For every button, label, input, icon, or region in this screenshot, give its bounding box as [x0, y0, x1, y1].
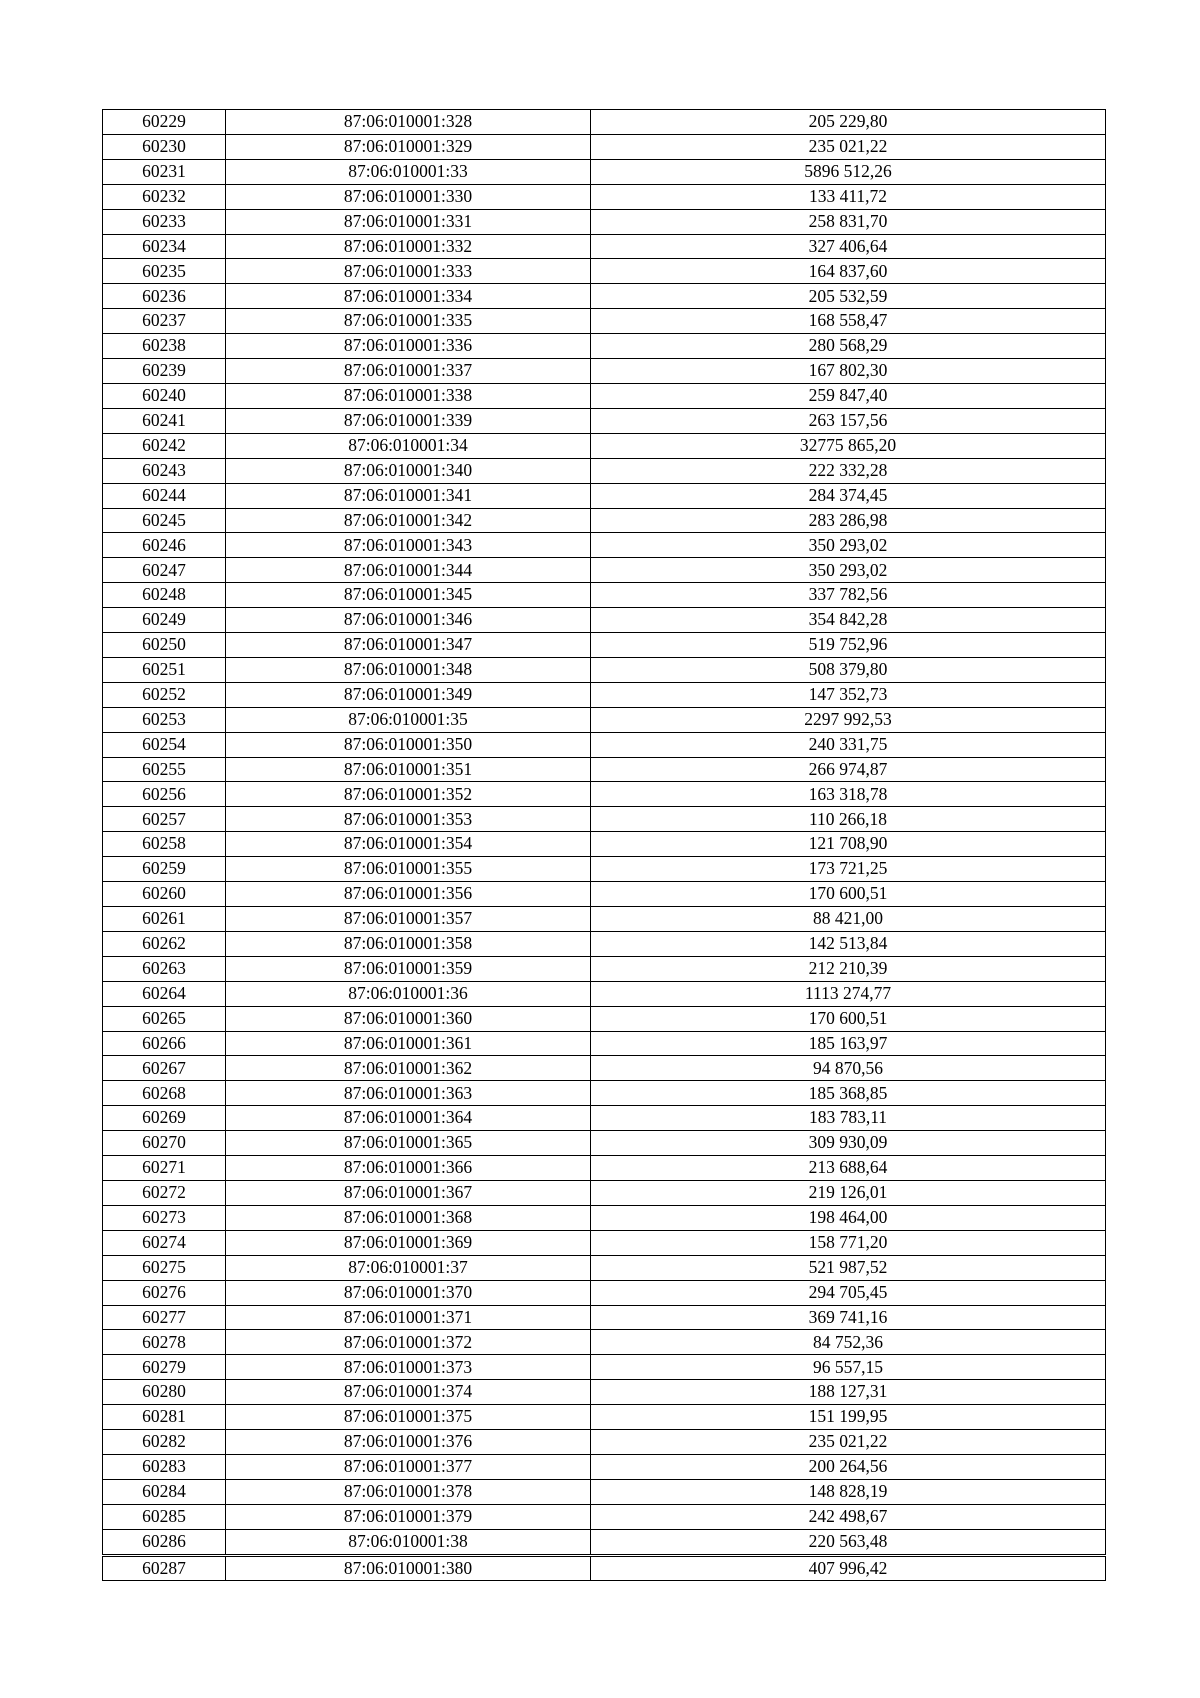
cadastral-value-cell: 235 021,22 — [591, 134, 1106, 159]
cadastral-value-cell: 173 721,25 — [591, 857, 1106, 882]
cadastral-number-cell: 87:06:010001:365 — [226, 1131, 591, 1156]
table-row — [103, 583, 1106, 608]
cadastral-number-cell: 87:06:010001:328 — [226, 110, 591, 135]
row-number-cell: 60236 — [103, 284, 226, 309]
cadastral-value-cell: 222 332,28 — [591, 458, 1106, 483]
table-row — [103, 1430, 1106, 1455]
row-number-cell: 60271 — [103, 1156, 226, 1181]
cadastral-value-cell: 213 688,64 — [591, 1156, 1106, 1181]
cadastral-value-cell: 205 532,59 — [591, 284, 1106, 309]
cadastral-number-cell: 87:06:010001:329 — [226, 134, 591, 159]
cadastral-value-cell: 212 210,39 — [591, 956, 1106, 981]
row-number-cell: 60275 — [103, 1255, 226, 1280]
cadastral-value-cell: 294 705,45 — [591, 1280, 1106, 1305]
table-row — [103, 1056, 1106, 1081]
cadastral-value-cell: 133 411,72 — [591, 184, 1106, 209]
table-row — [103, 234, 1106, 259]
row-number-cell: 60229 — [103, 110, 226, 135]
cadastral-number-cell: 87:06:010001:341 — [226, 483, 591, 508]
cadastral-number-cell: 87:06:010001:355 — [226, 857, 591, 882]
row-number-cell: 60238 — [103, 334, 226, 359]
cadastral-value-cell: 258 831,70 — [591, 209, 1106, 234]
table-row — [103, 1280, 1106, 1305]
cadastral-number-cell: 87:06:010001:373 — [226, 1355, 591, 1380]
row-number-cell: 60237 — [103, 309, 226, 334]
table-row — [103, 1454, 1106, 1479]
table-row — [103, 184, 1106, 209]
row-number-cell: 60249 — [103, 608, 226, 633]
table-row — [103, 558, 1106, 583]
cadastral-number-cell: 87:06:010001:338 — [226, 383, 591, 408]
cadastral-number-cell: 87:06:010001:35 — [226, 707, 591, 732]
cadastral-number-cell: 87:06:010001:372 — [226, 1330, 591, 1355]
cadastral-number-cell: 87:06:010001:350 — [226, 732, 591, 757]
cadastral-number-cell: 87:06:010001:344 — [226, 558, 591, 583]
cadastral-value-table — [102, 109, 1106, 1581]
row-number-cell: 60235 — [103, 259, 226, 284]
cadastral-value-cell: 219 126,01 — [591, 1180, 1106, 1205]
cadastral-value-cell: 164 837,60 — [591, 259, 1106, 284]
row-number-cell: 60251 — [103, 657, 226, 682]
table-row — [103, 1006, 1106, 1031]
cadastral-value-cell: 519 752,96 — [591, 633, 1106, 658]
cadastral-number-cell: 87:06:010001:352 — [226, 782, 591, 807]
row-number-cell: 60257 — [103, 807, 226, 832]
cadastral-number-cell: 87:06:010001:37 — [226, 1255, 591, 1280]
cadastral-value-cell: 183 783,11 — [591, 1106, 1106, 1131]
row-number-cell: 60254 — [103, 732, 226, 757]
row-number-cell: 60264 — [103, 981, 226, 1006]
table-row — [103, 1355, 1106, 1380]
cadastral-number-cell: 87:06:010001:345 — [226, 583, 591, 608]
table-row — [103, 359, 1106, 384]
table-row — [103, 408, 1106, 433]
cadastral-value-cell: 266 974,87 — [591, 757, 1106, 782]
cadastral-value-cell: 84 752,36 — [591, 1330, 1106, 1355]
table-row — [103, 981, 1106, 1006]
row-number-cell: 60278 — [103, 1330, 226, 1355]
cadastral-number-cell: 87:06:010001:377 — [226, 1454, 591, 1479]
cadastral-number-cell: 87:06:010001:340 — [226, 458, 591, 483]
row-number-cell: 60241 — [103, 408, 226, 433]
cadastral-value-cell: 170 600,51 — [591, 882, 1106, 907]
row-number-cell: 60261 — [103, 907, 226, 932]
table-row — [103, 1405, 1106, 1430]
cadastral-number-cell: 87:06:010001:380 — [226, 1555, 591, 1581]
cadastral-number-cell: 87:06:010001:366 — [226, 1156, 591, 1181]
cadastral-value-cell: 354 842,28 — [591, 608, 1106, 633]
row-number-cell: 60279 — [103, 1355, 226, 1380]
cadastral-value-cell: 284 374,45 — [591, 483, 1106, 508]
table-row — [103, 1156, 1106, 1181]
cadastral-value-cell: 185 163,97 — [591, 1031, 1106, 1056]
cadastral-number-cell: 87:06:010001:346 — [226, 608, 591, 633]
table-row — [103, 1230, 1106, 1255]
cadastral-value-cell: 350 293,02 — [591, 533, 1106, 558]
cadastral-number-cell: 87:06:010001:361 — [226, 1031, 591, 1056]
cadastral-value-cell: 5896 512,26 — [591, 159, 1106, 184]
cadastral-number-cell: 87:06:010001:333 — [226, 259, 591, 284]
table-row — [103, 1479, 1106, 1504]
table-row — [103, 1081, 1106, 1106]
cadastral-value-cell: 259 847,40 — [591, 383, 1106, 408]
row-number-cell: 60269 — [103, 1106, 226, 1131]
table-row — [103, 309, 1106, 334]
cadastral-value-cell: 205 229,80 — [591, 110, 1106, 135]
cadastral-number-cell: 87:06:010001:359 — [226, 956, 591, 981]
row-number-cell: 60232 — [103, 184, 226, 209]
cadastral-value-cell: 167 802,30 — [591, 359, 1106, 384]
row-number-cell: 60265 — [103, 1006, 226, 1031]
row-number-cell: 60234 — [103, 234, 226, 259]
table-row — [103, 483, 1106, 508]
cadastral-number-cell: 87:06:010001:351 — [226, 757, 591, 782]
row-number-cell: 60268 — [103, 1081, 226, 1106]
table-row — [103, 284, 1106, 309]
cadastral-value-cell: 32775 865,20 — [591, 433, 1106, 458]
cadastral-number-cell: 87:06:010001:379 — [226, 1504, 591, 1529]
cadastral-number-cell: 87:06:010001:369 — [226, 1230, 591, 1255]
table-row — [103, 882, 1106, 907]
cadastral-value-cell: 407 996,42 — [591, 1555, 1106, 1581]
row-number-cell: 60287 — [103, 1555, 226, 1581]
table-row — [103, 1380, 1106, 1405]
cadastral-number-cell: 87:06:010001:336 — [226, 334, 591, 359]
table-row — [103, 1180, 1106, 1205]
cadastral-number-cell: 87:06:010001:357 — [226, 907, 591, 932]
table-row — [103, 1504, 1106, 1529]
row-number-cell: 60270 — [103, 1131, 226, 1156]
table-row — [103, 1255, 1106, 1280]
cadastral-value-cell: 110 266,18 — [591, 807, 1106, 832]
table-row — [103, 732, 1106, 757]
cadastral-value-cell: 1113 274,77 — [591, 981, 1106, 1006]
row-number-cell: 60244 — [103, 483, 226, 508]
cadastral-number-cell: 87:06:010001:364 — [226, 1106, 591, 1131]
table-row — [103, 857, 1106, 882]
table-row — [103, 956, 1106, 981]
table-row — [103, 159, 1106, 184]
row-number-cell: 60258 — [103, 832, 226, 857]
table-row — [103, 832, 1106, 857]
cadastral-value-cell: 240 331,75 — [591, 732, 1106, 757]
table-row — [103, 608, 1106, 633]
table-row — [103, 209, 1106, 234]
cadastral-number-cell: 87:06:010001:363 — [226, 1081, 591, 1106]
cadastral-value-cell: 94 870,56 — [591, 1056, 1106, 1081]
cadastral-number-cell: 87:06:010001:337 — [226, 359, 591, 384]
cadastral-value-cell: 521 987,52 — [591, 1255, 1106, 1280]
cadastral-number-cell: 87:06:010001:34 — [226, 433, 591, 458]
row-number-cell: 60276 — [103, 1280, 226, 1305]
row-number-cell: 60252 — [103, 682, 226, 707]
table-row — [103, 1330, 1106, 1355]
row-number-cell: 60248 — [103, 583, 226, 608]
row-number-cell: 60240 — [103, 383, 226, 408]
row-number-cell: 60283 — [103, 1454, 226, 1479]
table-row — [103, 1031, 1106, 1056]
cadastral-value-cell: 198 464,00 — [591, 1205, 1106, 1230]
cadastral-value-cell: 508 379,80 — [591, 657, 1106, 682]
table-row — [103, 134, 1106, 159]
cadastral-number-cell: 87:06:010001:371 — [226, 1305, 591, 1330]
cadastral-number-cell: 87:06:010001:378 — [226, 1479, 591, 1504]
cadastral-value-cell: 2297 992,53 — [591, 707, 1106, 732]
cadastral-value-cell: 200 264,56 — [591, 1454, 1106, 1479]
table-row — [103, 807, 1106, 832]
cadastral-number-cell: 87:06:010001:33 — [226, 159, 591, 184]
table-row — [103, 1305, 1106, 1330]
row-number-cell: 60272 — [103, 1180, 226, 1205]
table-row — [103, 707, 1106, 732]
cadastral-value-cell: 235 021,22 — [591, 1430, 1106, 1455]
cadastral-value-cell: 121 708,90 — [591, 832, 1106, 857]
row-number-cell: 60267 — [103, 1056, 226, 1081]
row-number-cell: 60259 — [103, 857, 226, 882]
table-row — [103, 1205, 1106, 1230]
cadastral-number-cell: 87:06:010001:375 — [226, 1405, 591, 1430]
table-row — [103, 334, 1106, 359]
row-number-cell: 60280 — [103, 1380, 226, 1405]
table-row — [103, 931, 1106, 956]
cadastral-value-cell: 327 406,64 — [591, 234, 1106, 259]
cadastral-number-cell: 87:06:010001:360 — [226, 1006, 591, 1031]
cadastral-value-cell: 350 293,02 — [591, 558, 1106, 583]
cadastral-value-cell: 170 600,51 — [591, 1006, 1106, 1031]
cadastral-number-cell: 87:06:010001:374 — [226, 1380, 591, 1405]
cadastral-number-cell: 87:06:010001:332 — [226, 234, 591, 259]
table-row — [103, 782, 1106, 807]
table-row — [103, 682, 1106, 707]
row-number-cell: 60239 — [103, 359, 226, 384]
cadastral-value-cell: 142 513,84 — [591, 931, 1106, 956]
row-number-cell: 60281 — [103, 1405, 226, 1430]
cadastral-value-cell: 337 782,56 — [591, 583, 1106, 608]
cadastral-value-cell: 147 352,73 — [591, 682, 1106, 707]
row-number-cell: 60247 — [103, 558, 226, 583]
row-number-cell: 60273 — [103, 1205, 226, 1230]
cadastral-number-cell: 87:06:010001:36 — [226, 981, 591, 1006]
cadastral-number-cell: 87:06:010001:347 — [226, 633, 591, 658]
cadastral-number-cell: 87:06:010001:356 — [226, 882, 591, 907]
table-row — [103, 1555, 1106, 1581]
table-row — [103, 259, 1106, 284]
row-number-cell: 60250 — [103, 633, 226, 658]
cadastral-number-cell: 87:06:010001:348 — [226, 657, 591, 682]
table-row — [103, 907, 1106, 932]
cadastral-number-cell: 87:06:010001:334 — [226, 284, 591, 309]
row-number-cell: 60242 — [103, 433, 226, 458]
cadastral-value-cell: 309 930,09 — [591, 1131, 1106, 1156]
cadastral-value-cell: 283 286,98 — [591, 508, 1106, 533]
row-number-cell: 60286 — [103, 1529, 226, 1555]
row-number-cell: 60260 — [103, 882, 226, 907]
table-row — [103, 633, 1106, 658]
row-number-cell: 60263 — [103, 956, 226, 981]
table-row — [103, 433, 1106, 458]
cadastral-number-cell: 87:06:010001:339 — [226, 408, 591, 433]
cadastral-number-cell: 87:06:010001:358 — [226, 931, 591, 956]
cadastral-value-cell: 163 318,78 — [591, 782, 1106, 807]
row-number-cell: 60245 — [103, 508, 226, 533]
row-number-cell: 60285 — [103, 1504, 226, 1529]
table-body — [103, 110, 1106, 1581]
table-row — [103, 383, 1106, 408]
cadastral-number-cell: 87:06:010001:335 — [226, 309, 591, 334]
cadastral-value-cell: 158 771,20 — [591, 1230, 1106, 1255]
cadastral-number-cell: 87:06:010001:376 — [226, 1430, 591, 1455]
cadastral-number-cell: 87:06:010001:349 — [226, 682, 591, 707]
row-number-cell: 60246 — [103, 533, 226, 558]
cadastral-value-cell: 185 368,85 — [591, 1081, 1106, 1106]
cadastral-number-cell: 87:06:010001:38 — [226, 1529, 591, 1555]
table-row — [103, 458, 1106, 483]
cadastral-number-cell: 87:06:010001:342 — [226, 508, 591, 533]
cadastral-value-cell: 263 157,56 — [591, 408, 1106, 433]
table-row — [103, 508, 1106, 533]
table-row — [103, 1106, 1106, 1131]
row-number-cell: 60253 — [103, 707, 226, 732]
cadastral-number-cell: 87:06:010001:368 — [226, 1205, 591, 1230]
cadastral-number-cell: 87:06:010001:367 — [226, 1180, 591, 1205]
cadastral-value-cell: 96 557,15 — [591, 1355, 1106, 1380]
cadastral-number-cell: 87:06:010001:370 — [226, 1280, 591, 1305]
table-row — [103, 757, 1106, 782]
cadastral-value-cell: 88 421,00 — [591, 907, 1106, 932]
row-number-cell: 60256 — [103, 782, 226, 807]
table-row — [103, 1131, 1106, 1156]
cadastral-value-cell: 242 498,67 — [591, 1504, 1106, 1529]
row-number-cell: 60274 — [103, 1230, 226, 1255]
cadastral-value-cell: 188 127,31 — [591, 1380, 1106, 1405]
row-number-cell: 60277 — [103, 1305, 226, 1330]
cadastral-value-cell: 151 199,95 — [591, 1405, 1106, 1430]
table-row — [103, 657, 1106, 682]
cadastral-value-cell: 220 563,48 — [591, 1529, 1106, 1555]
row-number-cell: 60262 — [103, 931, 226, 956]
cadastral-value-cell: 280 568,29 — [591, 334, 1106, 359]
table-row — [103, 1529, 1106, 1555]
row-number-cell: 60266 — [103, 1031, 226, 1056]
row-number-cell: 60231 — [103, 159, 226, 184]
row-number-cell: 60255 — [103, 757, 226, 782]
cadastral-number-cell: 87:06:010001:362 — [226, 1056, 591, 1081]
row-number-cell: 60230 — [103, 134, 226, 159]
row-number-cell: 60282 — [103, 1430, 226, 1455]
cadastral-number-cell: 87:06:010001:354 — [226, 832, 591, 857]
table-row — [103, 110, 1106, 135]
table-row — [103, 533, 1106, 558]
row-number-cell: 60233 — [103, 209, 226, 234]
cadastral-number-cell: 87:06:010001:331 — [226, 209, 591, 234]
cadastral-number-cell: 87:06:010001:330 — [226, 184, 591, 209]
cadastral-number-cell: 87:06:010001:343 — [226, 533, 591, 558]
cadastral-value-cell: 148 828,19 — [591, 1479, 1106, 1504]
row-number-cell: 60284 — [103, 1479, 226, 1504]
cadastral-value-cell: 168 558,47 — [591, 309, 1106, 334]
cadastral-value-cell: 369 741,16 — [591, 1305, 1106, 1330]
row-number-cell: 60243 — [103, 458, 226, 483]
cadastral-number-cell: 87:06:010001:353 — [226, 807, 591, 832]
